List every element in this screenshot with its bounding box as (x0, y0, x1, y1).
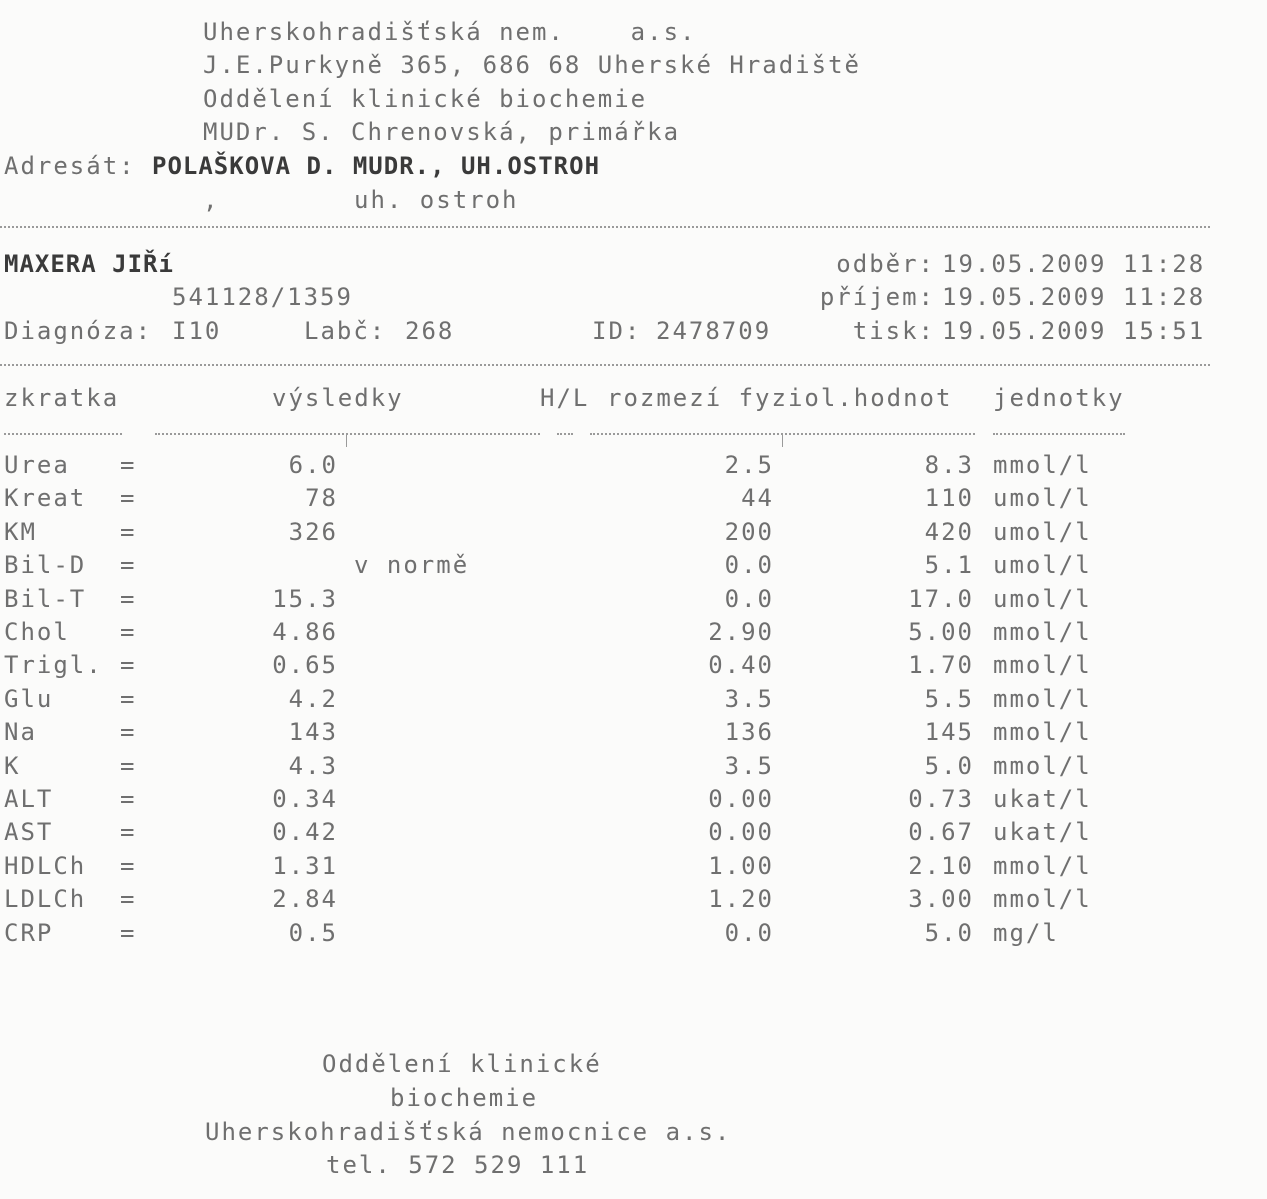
id-number: 2478709 (656, 317, 772, 345)
tisk-label: tisk: (852, 317, 935, 345)
diagnosis-label: Diagnóza: (4, 317, 153, 345)
row-eq: = (120, 818, 137, 846)
row-result: 6.0 (288, 451, 338, 479)
header-hl: H/L (540, 384, 590, 412)
hospital-address: J.E.Purkyně 365, 686 68 Uherské Hradiště (203, 51, 861, 79)
row-unit: umol/l (993, 484, 1092, 512)
row-low: 3.5 (724, 685, 774, 713)
odber-label: odběr: (836, 250, 935, 278)
row-high: 5.0 (924, 919, 974, 947)
row-eq: = (120, 551, 137, 579)
footer-biochemistry: biochemie (390, 1084, 539, 1112)
row-low: 200 (724, 518, 774, 546)
addressee-name: POLAŠKOVA D. MUDR., UH.OSTROH (152, 152, 601, 180)
row-low: 2.90 (708, 618, 774, 646)
row-low: 0.40 (708, 651, 774, 679)
underline-hl (557, 433, 573, 435)
row-unit: mmol/l (993, 885, 1092, 913)
row-unit: ukat/l (993, 785, 1092, 813)
department-name: Oddělení klinické biochemie (203, 85, 648, 113)
row-high: 145 (924, 718, 974, 746)
row-result: 143 (288, 718, 338, 746)
row-high: 8.3 (924, 451, 974, 479)
row-abbr: Na (4, 718, 37, 746)
row-result: 0.42 (272, 818, 338, 846)
row-high: 420 (924, 518, 974, 546)
header-units: jednotky (993, 384, 1125, 412)
lab-number: 268 (405, 317, 455, 345)
row-unit: mmol/l (993, 451, 1092, 479)
footer-department: Oddělení klinické (322, 1050, 602, 1078)
footer-hospital: Uherskohradišťská nemocnice a.s. (205, 1118, 732, 1146)
divider-middle (0, 364, 1210, 366)
row-high: 17.0 (908, 585, 974, 613)
divider-top (0, 226, 1210, 228)
address-comma: , (203, 186, 220, 214)
row-unit: mmol/l (993, 718, 1092, 746)
underline-units (993, 433, 1125, 435)
birth-number: 541128/1359 (172, 283, 353, 311)
row-result: 326 (288, 518, 338, 546)
row-low: 44 (741, 484, 774, 512)
row-high: 3.00 (908, 885, 974, 913)
prijem-date: 19.05.2009 11:28 (942, 283, 1206, 311)
row-unit: mg/l (993, 919, 1059, 947)
row-high: 110 (924, 484, 974, 512)
row-eq: = (120, 585, 137, 613)
row-eq: = (120, 518, 137, 546)
row-eq: = (120, 852, 137, 880)
row-abbr: LDLCh (4, 885, 87, 913)
row-high: 0.67 (908, 818, 974, 846)
hospital-name: Uherskohradišťská nem. a.s. (203, 18, 697, 46)
addressee-label: Adresát: (4, 152, 136, 180)
row-eq: = (120, 785, 137, 813)
row-unit: umol/l (993, 585, 1092, 613)
odber-date: 19.05.2009 11:28 (942, 250, 1206, 278)
footer-phone: tel. 572 529 111 (326, 1151, 590, 1179)
row-abbr: ALT (4, 785, 54, 813)
row-result: 78 (305, 484, 338, 512)
row-unit: mmol/l (993, 685, 1092, 713)
row-abbr: CRP (4, 919, 54, 947)
result-tick (346, 433, 347, 447)
header-range: rozmezí fyziol.hodnot (607, 384, 953, 412)
row-unit: mmol/l (993, 618, 1092, 646)
row-result: 15.3 (272, 585, 338, 613)
row-abbr: Bil-D (4, 551, 87, 579)
row-high: 5.1 (924, 551, 974, 579)
row-low: 0.0 (724, 551, 774, 579)
row-low: 1.00 (708, 852, 774, 880)
row-abbr: KM (4, 518, 37, 546)
row-high: 5.5 (924, 685, 974, 713)
row-low: 136 (724, 718, 774, 746)
address-city: uh. ostroh (354, 186, 519, 214)
row-low: 3.5 (724, 752, 774, 780)
underline-abbr (4, 433, 122, 435)
row-abbr: Glu (4, 685, 54, 713)
row-abbr: Urea (4, 451, 70, 479)
row-abbr: Chol (4, 618, 70, 646)
row-eq: = (120, 685, 137, 713)
row-low: 2.5 (724, 451, 774, 479)
row-result: 0.34 (272, 785, 338, 813)
row-eq: = (120, 651, 137, 679)
row-eq: = (120, 718, 137, 746)
row-low: 0.00 (708, 818, 774, 846)
row-eq: = (120, 919, 137, 947)
row-abbr: AST (4, 818, 54, 846)
row-abbr: Kreat (4, 484, 87, 512)
row-result: 2.84 (272, 885, 338, 913)
row-unit: mmol/l (993, 651, 1092, 679)
prijem-label: příjem: (819, 283, 935, 311)
patient-name: MAXERA JIŘí (4, 250, 174, 278)
row-high: 2.10 (908, 852, 974, 880)
department-head: MUDr. S. Chrenovská, primářka (203, 118, 681, 146)
row-eq: = (120, 484, 137, 512)
row-high: 0.73 (908, 785, 974, 813)
row-abbr: Bil-T (4, 585, 87, 613)
row-unit: umol/l (993, 518, 1092, 546)
diagnosis-code: I10 (172, 317, 222, 345)
row-result: 0.5 (288, 919, 338, 947)
row-result: 4.2 (288, 685, 338, 713)
row-result: 0.65 (272, 651, 338, 679)
row-note: v normě (354, 551, 470, 579)
row-high: 1.70 (908, 651, 974, 679)
row-result: 4.86 (272, 618, 338, 646)
header-abbr: zkratka (4, 384, 120, 412)
tisk-date: 19.05.2009 15:51 (942, 317, 1206, 345)
row-low: 0.0 (724, 919, 774, 947)
row-abbr: HDLCh (4, 852, 87, 880)
row-low: 1.20 (708, 885, 774, 913)
row-unit: mmol/l (993, 852, 1092, 880)
row-high: 5.0 (924, 752, 974, 780)
row-eq: = (120, 618, 137, 646)
lab-label: Labč: (304, 317, 387, 345)
row-high: 5.00 (908, 618, 974, 646)
underline-result (155, 433, 540, 435)
row-unit: mmol/l (993, 752, 1092, 780)
row-low: 0.0 (724, 585, 774, 613)
row-unit: umol/l (993, 551, 1092, 579)
row-abbr: K (4, 752, 21, 780)
header-result: výsledky (272, 384, 404, 412)
row-eq: = (120, 451, 137, 479)
row-abbr: Trigl. (4, 651, 103, 679)
row-eq: = (120, 885, 137, 913)
row-eq: = (120, 752, 137, 780)
row-result: 1.31 (272, 852, 338, 880)
row-unit: ukat/l (993, 818, 1092, 846)
row-low: 0.00 (708, 785, 774, 813)
id-label: ID: (592, 317, 642, 345)
row-result: 4.3 (288, 752, 338, 780)
range-tick (782, 433, 783, 447)
